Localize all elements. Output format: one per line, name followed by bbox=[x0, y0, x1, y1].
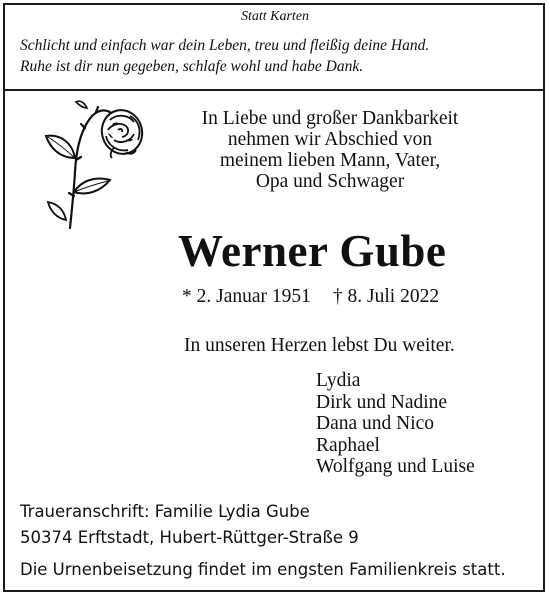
deceased-name: Werner Gube bbox=[178, 226, 447, 276]
closing-note: Die Urnenbeisetzung findet im engsten Familienkreis statt. bbox=[20, 560, 506, 579]
motto-line-2: Ruhe ist dir nun gegeben, schlafe wohl und habe Dank. bbox=[20, 58, 364, 75]
intro-line-2: nehmen wir Abschied von bbox=[227, 129, 433, 150]
intro-line-1: In Liebe und großer Dankbarkeit bbox=[201, 108, 459, 129]
mourners-list bbox=[316, 370, 475, 478]
mourner-name: Lydia bbox=[316, 370, 361, 391]
divider bbox=[5, 89, 543, 91]
birth-date: * 2. Januar 1951 bbox=[182, 286, 311, 307]
header-statt-karten: Statt Karten bbox=[240, 9, 310, 24]
rose-icon bbox=[30, 100, 160, 235]
mourner-name: Dirk und Nadine bbox=[316, 391, 448, 413]
mourner-name: Raphael bbox=[316, 434, 380, 456]
intro-text bbox=[170, 108, 490, 192]
address-line-1: Traueranschrift: Familie Lydia Gube bbox=[20, 502, 310, 521]
mourner-name: Wolfgang und Luise bbox=[316, 456, 475, 477]
intro-line-3: meinem lieben Mann, Vater, bbox=[219, 150, 441, 171]
motto-line-1: Schlicht und einfach war dein Leben, treu und fleißig deine Hand. bbox=[20, 37, 430, 54]
mourner-name: Dana und Nico bbox=[316, 413, 435, 434]
address-line-2: 50374 Erftstadt, Hubert-Rüttger-Straße 9 bbox=[20, 528, 359, 547]
intro-line-4: Opa und Schwager bbox=[255, 171, 405, 192]
life-dates bbox=[182, 286, 439, 308]
farewell-line: In unseren Herzen lebst Du weiter. bbox=[184, 335, 455, 356]
death-date: † 8. Juli 2022 bbox=[332, 286, 440, 307]
